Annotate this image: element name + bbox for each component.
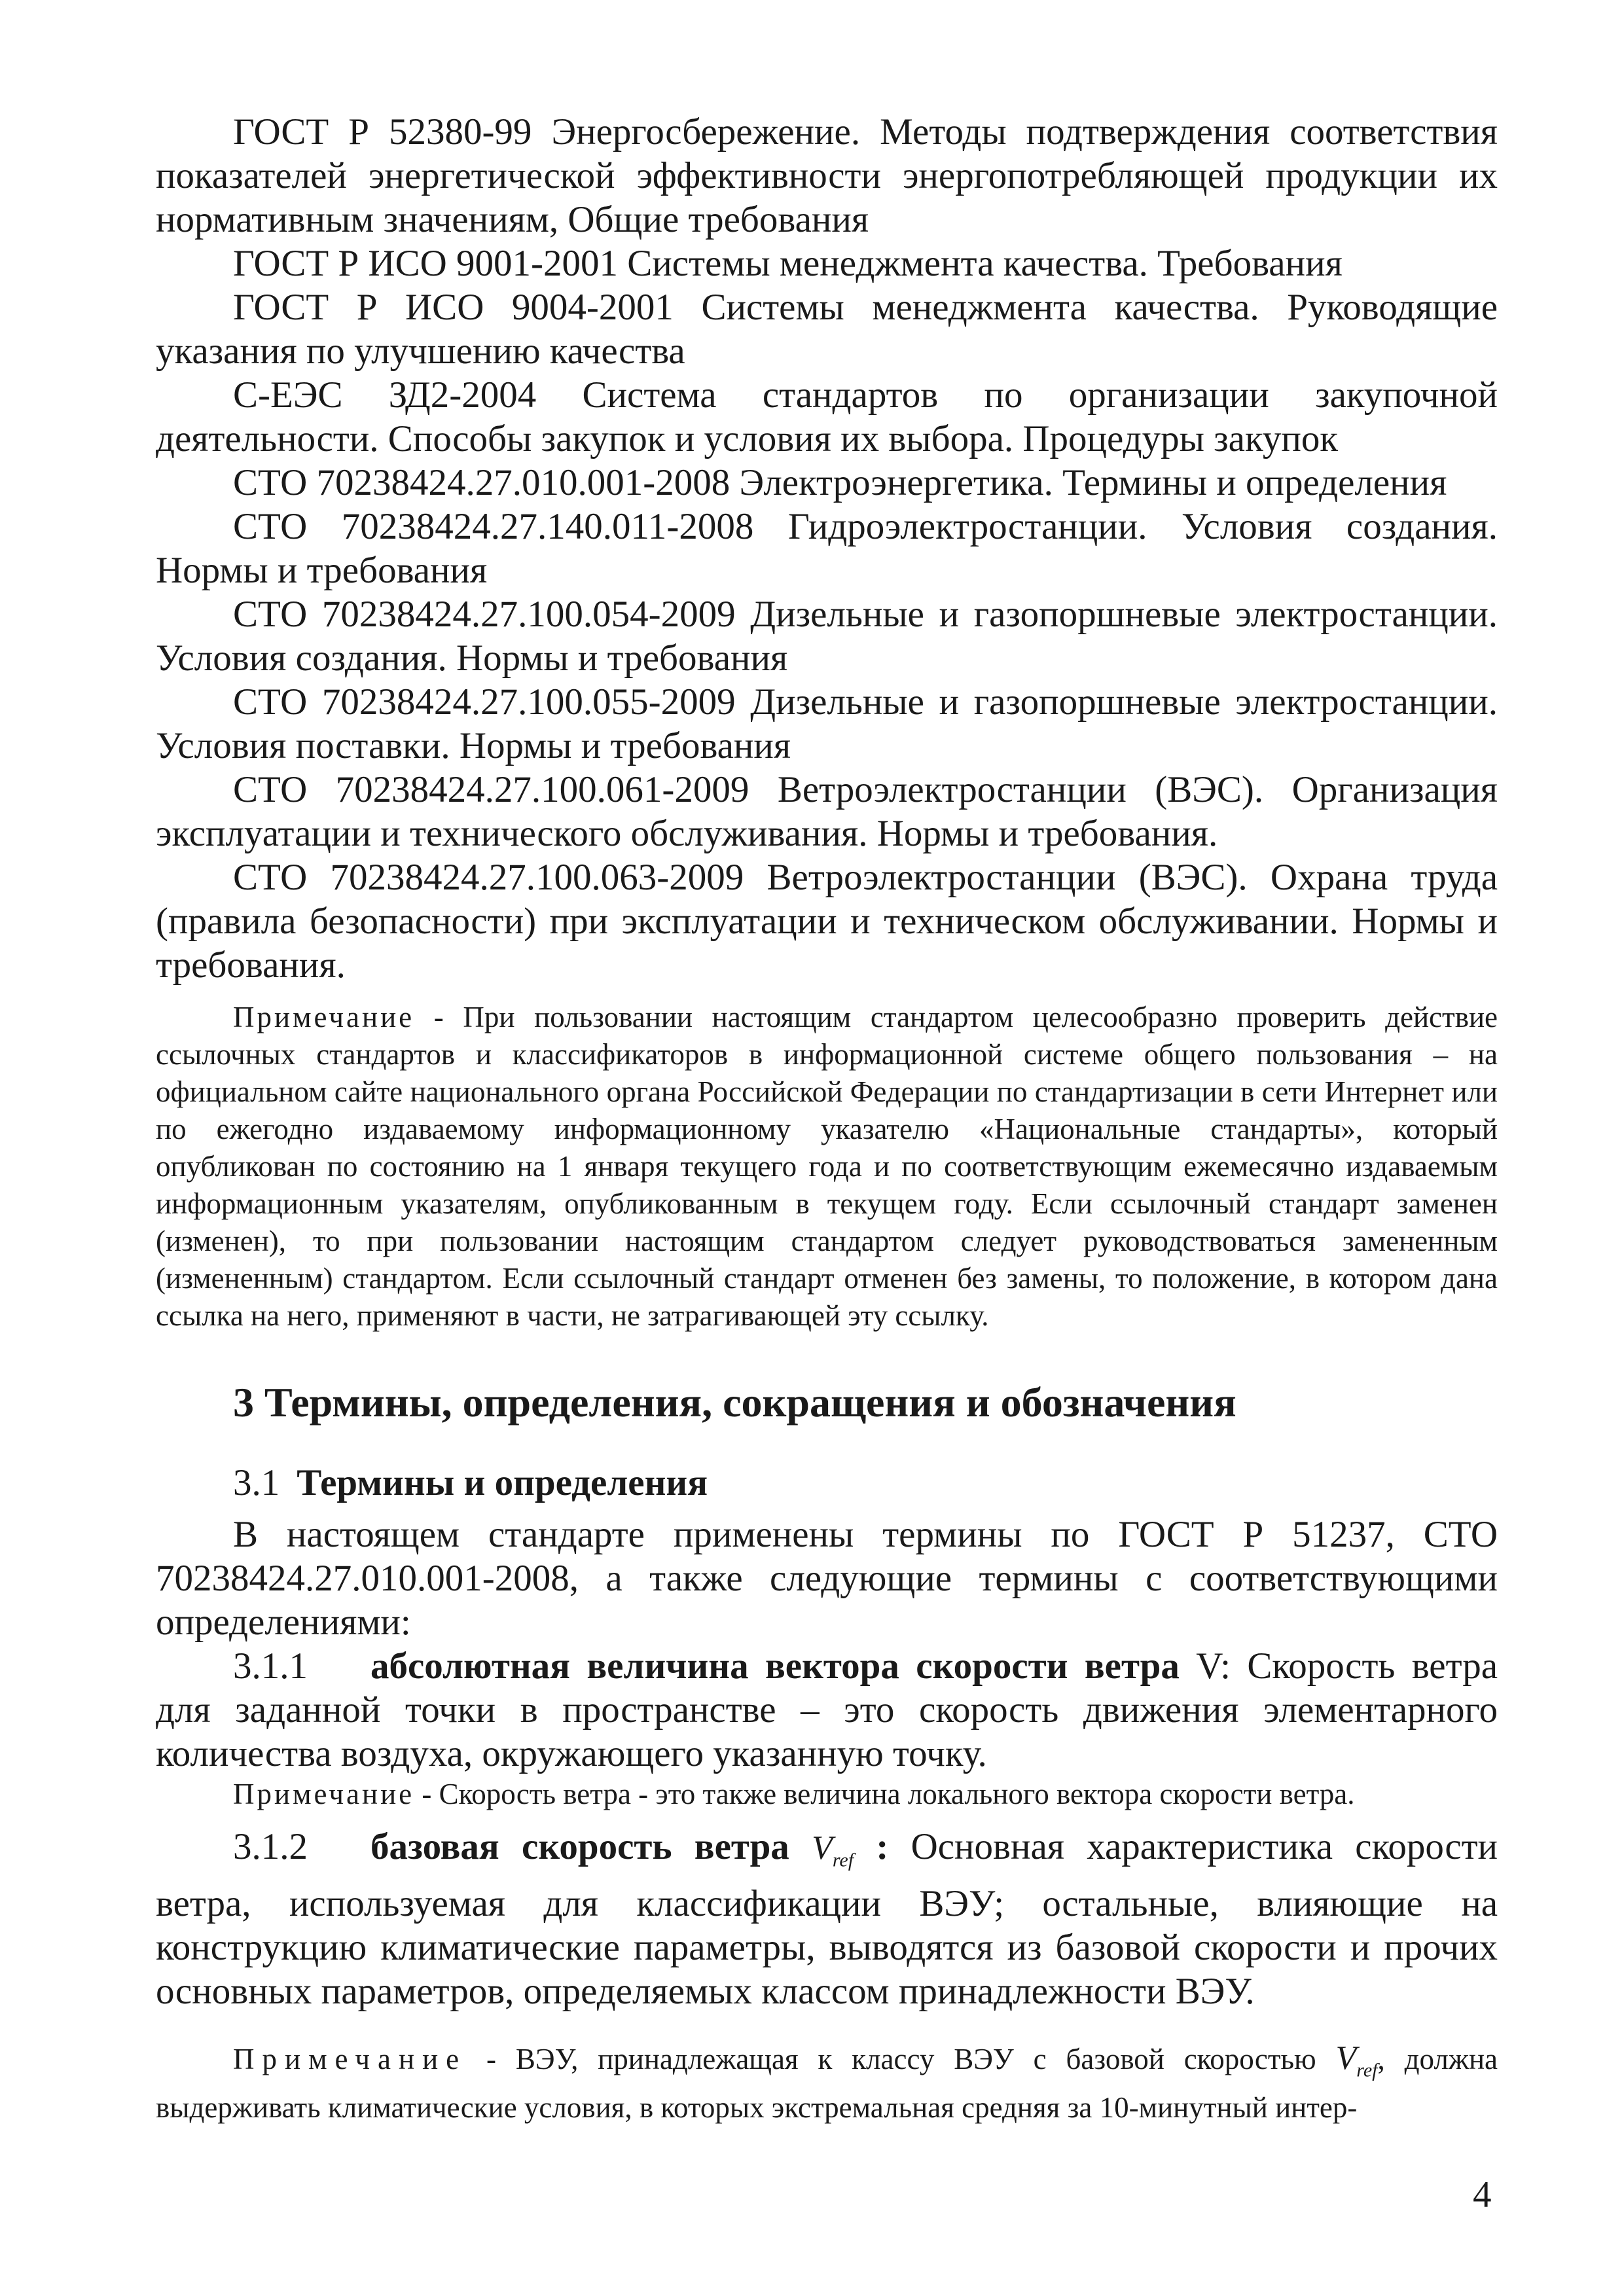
subsection-title: Термины и определения [297, 1462, 708, 1503]
page-number: 4 [1473, 2174, 1492, 2215]
reference-item: СТО 70238424.27.010.001-2008 Электроэнергетика. Термины и определения [233, 462, 1447, 503]
references-note [156, 999, 1498, 1335]
reference-item: ГОСТ Р ИСО 9004-2001 Системы менеджмента качества. Руководящие указания по улучшению качества [156, 287, 1498, 372]
reference-item: С-ЕЭС ЗД2-2004 Система стандартов по организации закупочной деятельности. Способы закупок и условия их выбора. Процедуры закупок [156, 374, 1498, 459]
terms-intro: В настоящем стандарте применены термины по ГОСТ Р 51237, СТО 70238424.27.010.001-2008, а также следующие термины с соответствующими определениями: [156, 1514, 1498, 1643]
reference-item: ГОСТ Р ИСО 9001-2001 Системы менеджмента качества. Требования [233, 243, 1343, 284]
term-note: Примечание - ВЭУ, принадлежащая к классу ВЭУ с базовой скоростью $V_{ref}$, должна выдерживать климатические условия, в которых экстремальная средняя за 10-минутный интер- [156, 2039, 1498, 2124]
reference-item: СТО 70238424.27.100.063-2009 Ветроэлектростанции (ВЭС). Охрана труда (правила безопасности) при эксплуатации и техническом обслуживании. Нормы и требования. [156, 857, 1498, 986]
note-label: Примечание [233, 1001, 415, 1033]
term-number: 3.1.2 [233, 1826, 308, 1867]
term-name: базовая скорость ветра [370, 1826, 789, 1867]
term-symbol: $V_{ref}$ [812, 1829, 854, 1871]
reference-item: СТО 70238424.27.100.061-2009 Ветроэлектростанции (ВЭС). Организация эксплуатации и технического обслуживания. Нормы и требования. [156, 769, 1498, 854]
note-text: - Скорость ветра - это также величина локального вектора скорости ветра. [422, 1778, 1355, 1810]
normative-references-list [156, 110, 1498, 987]
term-symbol: V [1196, 1645, 1221, 1687]
term-name: абсолютная величина вектора скорости ветра [370, 1645, 1180, 1687]
term-entry: 3.1.2 базовая скорость ветра $V_{ref}$ : Основная характеристика скорости ветра, используемая для классификации ВЭУ; остальные, влияющие на конструкцию климатические параметры, выводятся из базовой скорости и прочих основных параметров, определяемых классом принадлежности ВЭУ. [156, 1826, 1498, 2013]
note-label: Примечание [233, 2043, 467, 2076]
term-entry: 3.1.1 абсолютная величина вектора скорости ветра V: Скорость ветра для заданной точки в пространстве – это скорость движения элементарного количества воздуха, окружающего указанную точку. [156, 1645, 1498, 1774]
note-text: - При пользовании настоящим стандартом целесообразно проверить действие ссылочных стандартов и классификаторов в информационной системе общего пользования – на официальном сайте национального органа Российской Федерации по стандартизации в сети Интернет или по ежегодно издаваемому информационному указателю «Национальные стандарты», который опубликован по состоянию на 1 января текущего года и по соответствующим ежемесячно издаваемым информационным указателям, опубликованным в текущем году. Если ссылочный стандарт заменен (изменен), то при пользовании настоящим стандартом следует руководствоваться замененным (измененным) стандартом. Если ссылочный стандарт отменен без замены, то положение, в котором дана ссылка на него, применяют в части, не затрагивающей эту ссылку. [156, 1001, 1498, 1332]
section-heading: 3 Термины, определения, сокращения и обозначения [233, 1379, 1236, 1426]
term-definition: Скорость ветра для заданной точки в пространстве – это скорость движения элементарного количества воздуха, окружающего указанную точку. [156, 1645, 1498, 1774]
term-number: 3.1.1 [233, 1645, 308, 1687]
reference-item: СТО 70238424.27.100.055-2009 Дизельные и газопоршневые электростанции. Условия поставки. Нормы и требования [156, 681, 1498, 766]
term-note [156, 1776, 1498, 1813]
term-definition: Основная характеристика скорости ветра, используемая для классификации ВЭУ; остальные, влияющие на конструкцию климатические параметры, выводятся из базовой скорости и прочих основных параметров, определяемых классом принадлежности ВЭУ. [156, 1826, 1498, 2013]
page-content [156, 110, 1498, 2126]
subsection-number: 3.1 [233, 1462, 280, 1503]
reference-item: СТО 70238424.27.140.011-2008 Гидроэлектростанции. Условия создания. Нормы и требования [156, 506, 1498, 591]
term-symbol: $V_{ref}$ [1335, 2039, 1378, 2081]
note-label: Примечание [233, 1778, 415, 1810]
subsection-heading [156, 1460, 1498, 1506]
reference-item: СТО 70238424.27.100.054-2009 Дизельные и газопоршневые электростанции. Условия создания. Нормы и требования [156, 594, 1498, 679]
reference-item: ГОСТ Р 52380-99 Энергосбережение. Методы подтверждения соответствия показателей энергетической эффективности энергопотребляющей продукции их нормативным значениям, Общие требования [156, 111, 1498, 240]
